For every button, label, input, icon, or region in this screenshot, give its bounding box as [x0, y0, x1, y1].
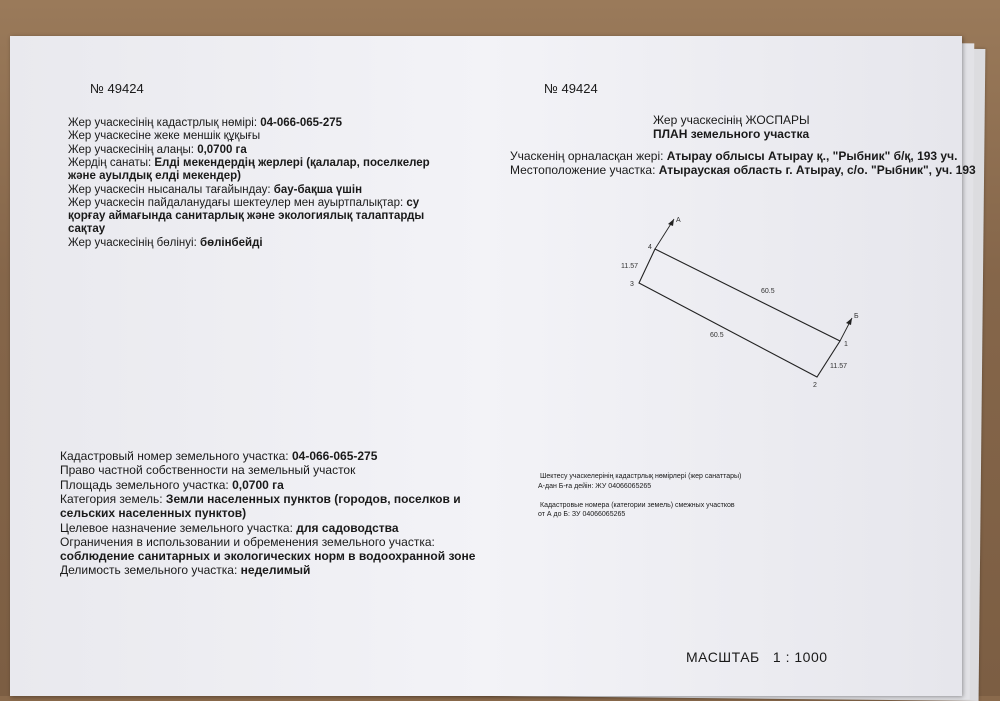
field-value: 0,0700 га [232, 477, 284, 492]
field-value: 04-066-065-275 [291, 449, 378, 463]
field-value: 0,0700 га [197, 143, 247, 156]
map-scale: МАСШТАБ 1 : 1000 [686, 649, 828, 665]
field-label: Жер учаскесін пайдаланудағы шектеулер мен ауыртпалықтар: [68, 196, 407, 209]
neighbors-line-ru: от А до Б: ЗУ 04066065265 [538, 511, 626, 518]
field-value: сақтау [68, 223, 106, 236]
neighbors-line-kz: А-дан Б-ға дейін: ЖУ 04066065265 [538, 483, 652, 490]
plot-boundary [639, 249, 840, 377]
location-ru-value: Атырауская область г. Атырау, с/о. "Рыбник", уч. 193 [658, 163, 976, 177]
direction-label-a: А [676, 217, 681, 224]
field-value: 04-066-065-275 [260, 117, 343, 129]
location-ru [510, 163, 976, 177]
neighbors-title-ru: Кадастровые номера (категории земель) смежных участков [540, 502, 735, 509]
kz-block-line [68, 116, 342, 130]
kz-block-line [68, 183, 362, 197]
location-kz-value: Атырау облысы Атырау қ., "Рыбник" б/қ, 193 уч. [666, 149, 958, 163]
field-value: неделимый [240, 563, 311, 578]
field-label: Площадь земельного участка: [60, 477, 233, 492]
field-value: және ауылдық елді мекендер) [68, 170, 242, 183]
arrow-b-head-icon [846, 318, 852, 325]
ru-block-line [60, 535, 435, 549]
kz-block-line [68, 209, 424, 223]
point-label-3: 3 [630, 281, 634, 288]
side-length-right: 11.57 [830, 363, 847, 370]
kz-block-line [68, 236, 263, 250]
kz-block-line [68, 143, 247, 157]
side-length-bottom: 60.5 [710, 332, 724, 339]
field-value: бау-бақша үшін [273, 183, 363, 196]
field-value: бөлінбейді [199, 236, 263, 249]
point-label-4: 4 [648, 244, 652, 251]
direction-label-b: Б [854, 313, 859, 320]
point-label-1: 1 [844, 341, 848, 348]
ru-block-line [60, 492, 461, 506]
plot-drawing [620, 211, 870, 391]
point-label-2: 2 [813, 382, 817, 389]
field-value: қорғау аймағында санитарлық және экологиялық талаптарды [68, 210, 425, 223]
ru-block-line [60, 563, 310, 577]
field-value: сельских населенных пунктов) [60, 506, 247, 521]
field-label: Категория земель: [60, 491, 166, 506]
field-label: Целевое назначение земельного участка: [60, 520, 297, 535]
document-number-right: № 49424 [544, 81, 598, 96]
field-label: Кадастровый номер земельного участка: [60, 449, 292, 463]
field-label: Ограничения в использовании и обременения земельного участка: [60, 534, 435, 549]
field-label: Жер учаскесінің кадастрлық нөмірі: [68, 117, 261, 129]
field-label: Жер учаскесіне жеке меншік құқығы [68, 130, 261, 143]
kz-block-line [68, 196, 419, 210]
field-value: су [406, 196, 420, 209]
location-ru-label: Местоположение участка: [510, 163, 659, 177]
field-value: Земли населенных пунктов (городов, поселков и [165, 491, 461, 506]
kz-block-line [68, 169, 241, 183]
side-length-top: 60.5 [761, 288, 775, 295]
ru-block-line [60, 549, 475, 563]
field-label: Жер учаскесінің бөлінуі: [68, 236, 200, 249]
plan-title-ru: ПЛАН земельного участка [653, 127, 810, 141]
ru-block-line [60, 521, 399, 535]
field-label: Жер учаскесін нысаналы тағайындау: [68, 183, 274, 196]
land-plot-certificate-sheet [10, 36, 976, 696]
location-kz-label: Учаскенің орналасқан жері: [510, 149, 667, 163]
field-label: Жердің санаты: [68, 156, 155, 169]
ru-block-line [60, 478, 284, 492]
kz-block-line [68, 129, 260, 143]
arrow-a-head-icon [668, 219, 674, 226]
field-label: Жер учаскесінің алаңы: [68, 143, 198, 156]
side-length-left: 11.57 [621, 263, 638, 270]
neighbors-title-kz: Шектесу учаскелерінің кадастрлық нөмірлері (жер санаттары) [540, 473, 742, 480]
field-label: Делимость земельного участка: [60, 563, 241, 578]
ru-block-line [60, 449, 377, 463]
field-label: Право частной собственности на земельный участок [60, 463, 356, 478]
ru-block-line [60, 506, 246, 520]
field-value: соблюдение санитарных и экологических норм в водоохранной зоне [60, 549, 476, 564]
field-value: для садоводства [296, 520, 399, 535]
field-value: Елді мекендердің жерлері (қалалар, поселкелер [154, 156, 430, 169]
plan-title-kz: Жер учаскесінің ЖОСПАРЫ [653, 113, 810, 127]
kz-block-line [68, 156, 430, 170]
ru-block-line [60, 463, 355, 477]
document-number-left: № 49424 [90, 81, 144, 96]
location-kz [510, 149, 957, 163]
kz-block-line [68, 222, 105, 236]
